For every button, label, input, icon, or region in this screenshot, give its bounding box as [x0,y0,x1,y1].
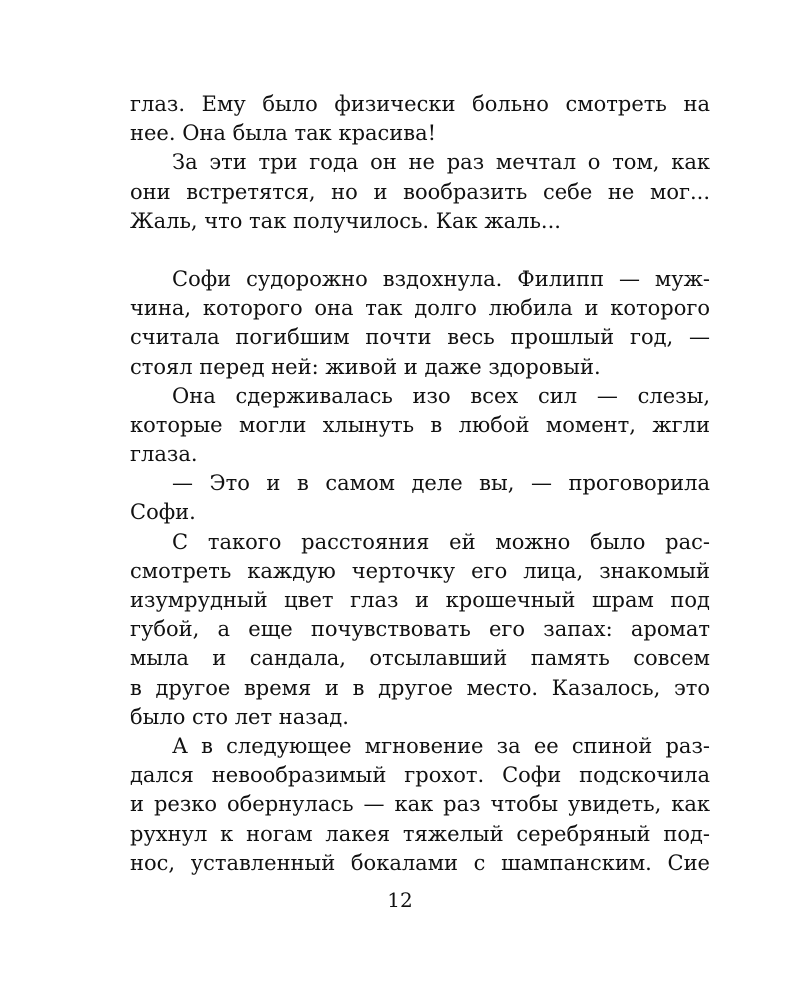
text-line: глаза. [130,442,198,467]
text-line: Софи судорожно вздохнула. Филипп — муж- [172,266,710,291]
text-line: мыла и сандала, отсылавший память совсем [130,646,710,671]
text-line: дался невообразимый грохот. Софи подскочила [130,763,710,788]
paragraph-6 [130,528,710,732]
paragraph-4 [130,382,710,470]
text-line: нос, уставленный бокалами с шампанским. Сие [130,850,710,875]
text-line: рухнул к ногам лакея тяжелый серебряный под- [130,821,710,846]
text-line: губой, а еще почувствовать его запах: аромат [130,617,710,642]
paragraph-7 [130,732,710,878]
text-line: они встретятся, но и вообразить себе не мог... [130,179,710,204]
text-line: — Это и в самом деле вы, — проговорила [172,471,710,496]
text-line: А в следующее мгновение за ее спиной раз- [172,733,710,758]
text-line: глаз. Ему было физически больно смотреть на [130,92,710,116]
text-line: С такого расстояния ей можно было рас- [172,529,710,554]
text-line: Она сдерживалась изо всех сил — слезы, [172,383,710,408]
text-line: и резко обернулась — как раз чтобы увидеть, как [130,792,710,817]
text-line: было сто лет назад. [130,704,349,729]
text-line: в другое время и в другое место. Казалось, это [130,675,710,700]
section-break [130,236,710,265]
book-page-text [130,90,710,878]
text-line: которые могли хлынуть в любой момент, жгли [130,412,710,437]
paragraph-2 [130,148,710,236]
text-line: изумрудный цвет глаз и крошечный шрам под [130,588,710,612]
text-line: считала погибшим почти весь прошлый год, — [130,325,710,350]
text-line: Жаль, что так получилось. Как жаль... [130,208,561,233]
text-line: чина, которого она так долго любила и которого [130,296,710,321]
paragraph-3 [130,265,710,382]
text-line: стоял перед ней: живой и даже здоровый. [130,354,601,379]
paragraph-1 [130,90,710,148]
text-line: Софи. [130,500,196,525]
text-line: смотреть каждую черточку его лица, знакомый [130,558,710,583]
text-line: За эти три года он не раз мечтал о том, как [172,150,710,175]
text-line: нее. Она была так красива! [130,121,437,146]
page-number: 12 [387,888,413,912]
paragraph-5 [130,469,710,527]
